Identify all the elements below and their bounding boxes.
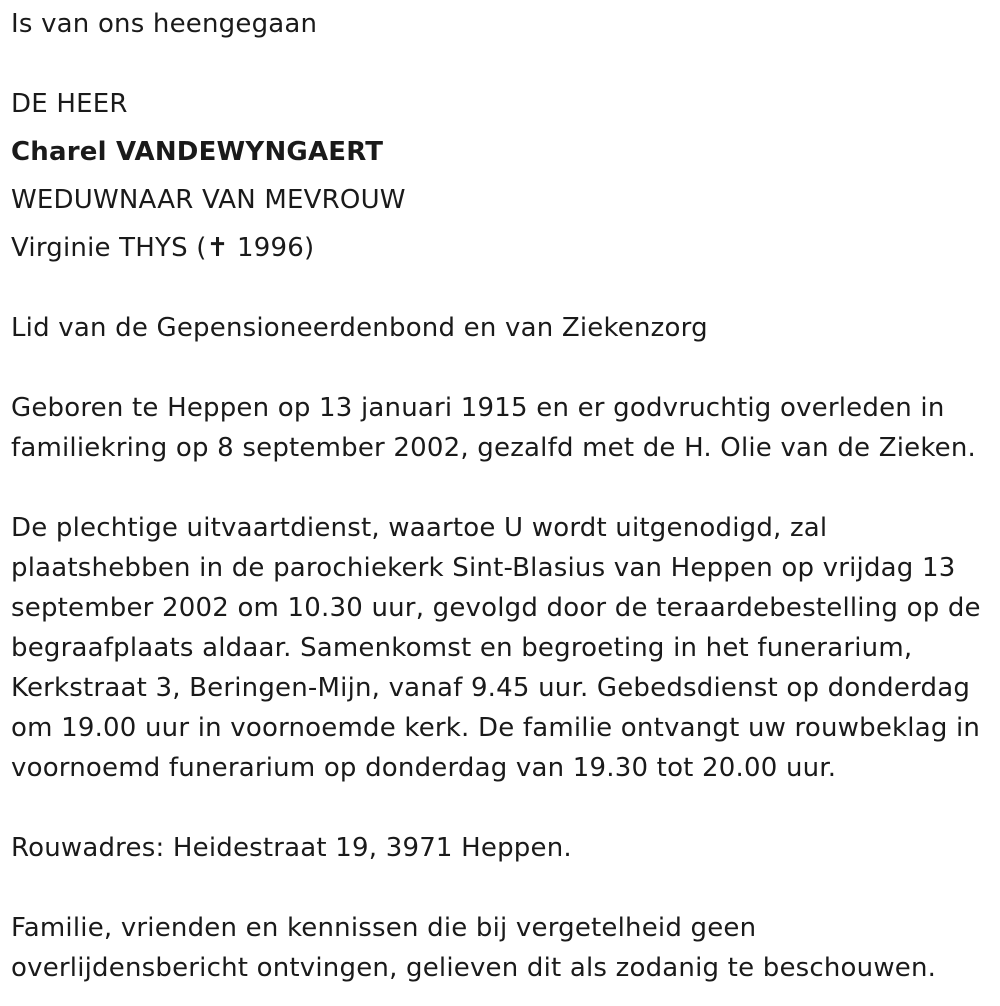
paragraph-line: Geboren te Heppen op 13 januari 1915 en er godvruchtig overleden in: [11, 393, 945, 423]
paragraph-line: Kerkstraat 3, Beringen-Mijn, vanaf 9.45 uur. Gebedsdienst op donderdag: [11, 673, 971, 703]
deceased-block: [11, 84, 996, 268]
birth-death-paragraph: [11, 388, 996, 468]
membership-text: Lid van de Gepensioneerdenbond en van Ziekenzorg: [11, 313, 708, 343]
intro-text: Is van ons heengegaan: [11, 9, 318, 39]
paragraph-line: september 2002 om 10.30 uur, gevolgd door de teraardebestelling op de: [11, 593, 981, 623]
paragraph-line: plaatshebben in de parochiekerk Sint-Blasius van Heppen op vrijdag 13: [11, 553, 956, 583]
paragraph-line: De plechtige uitvaartdienst, waartoe U wordt uitgenodigd, zal: [11, 513, 828, 543]
paragraph-line: voornoemd funerarium op donderdag van 19.30 tot 20.00 uur.: [11, 753, 837, 783]
address-text: Rouwadres: Heidestraat 19, 3971 Heppen.: [11, 833, 572, 863]
funeral-paragraph: [11, 508, 996, 788]
paragraph-line: om 19.00 uur in voornoemde kerk. De familie ontvangt uw rouwbeklag in: [11, 713, 981, 743]
paragraph-line: overlijdensbericht ontvingen, gelieven dit als zodanig te beschouwen.: [11, 953, 937, 983]
paragraph-line: familiekring op 8 september 2002, gezalfd met de H. Olie van de Zieken.: [11, 433, 976, 463]
relation-text: WEDUWNAAR VAN MEVROUW: [11, 185, 406, 215]
closing-paragraph: [11, 908, 996, 988]
paragraph-line: Familie, vrienden en kennissen die bij vergetelheid geen: [11, 913, 757, 943]
obituary-document: [11, 0, 996, 988]
title-prefix: DE HEER: [11, 89, 128, 119]
paragraph-line: begraafplaats aldaar. Samenkomst en begroeting in het funerarium,: [11, 633, 913, 663]
deceased-name: Charel VANDEWYNGAERT: [11, 137, 384, 167]
spouse-text: Virginie THYS (✝ 1996): [11, 233, 315, 263]
